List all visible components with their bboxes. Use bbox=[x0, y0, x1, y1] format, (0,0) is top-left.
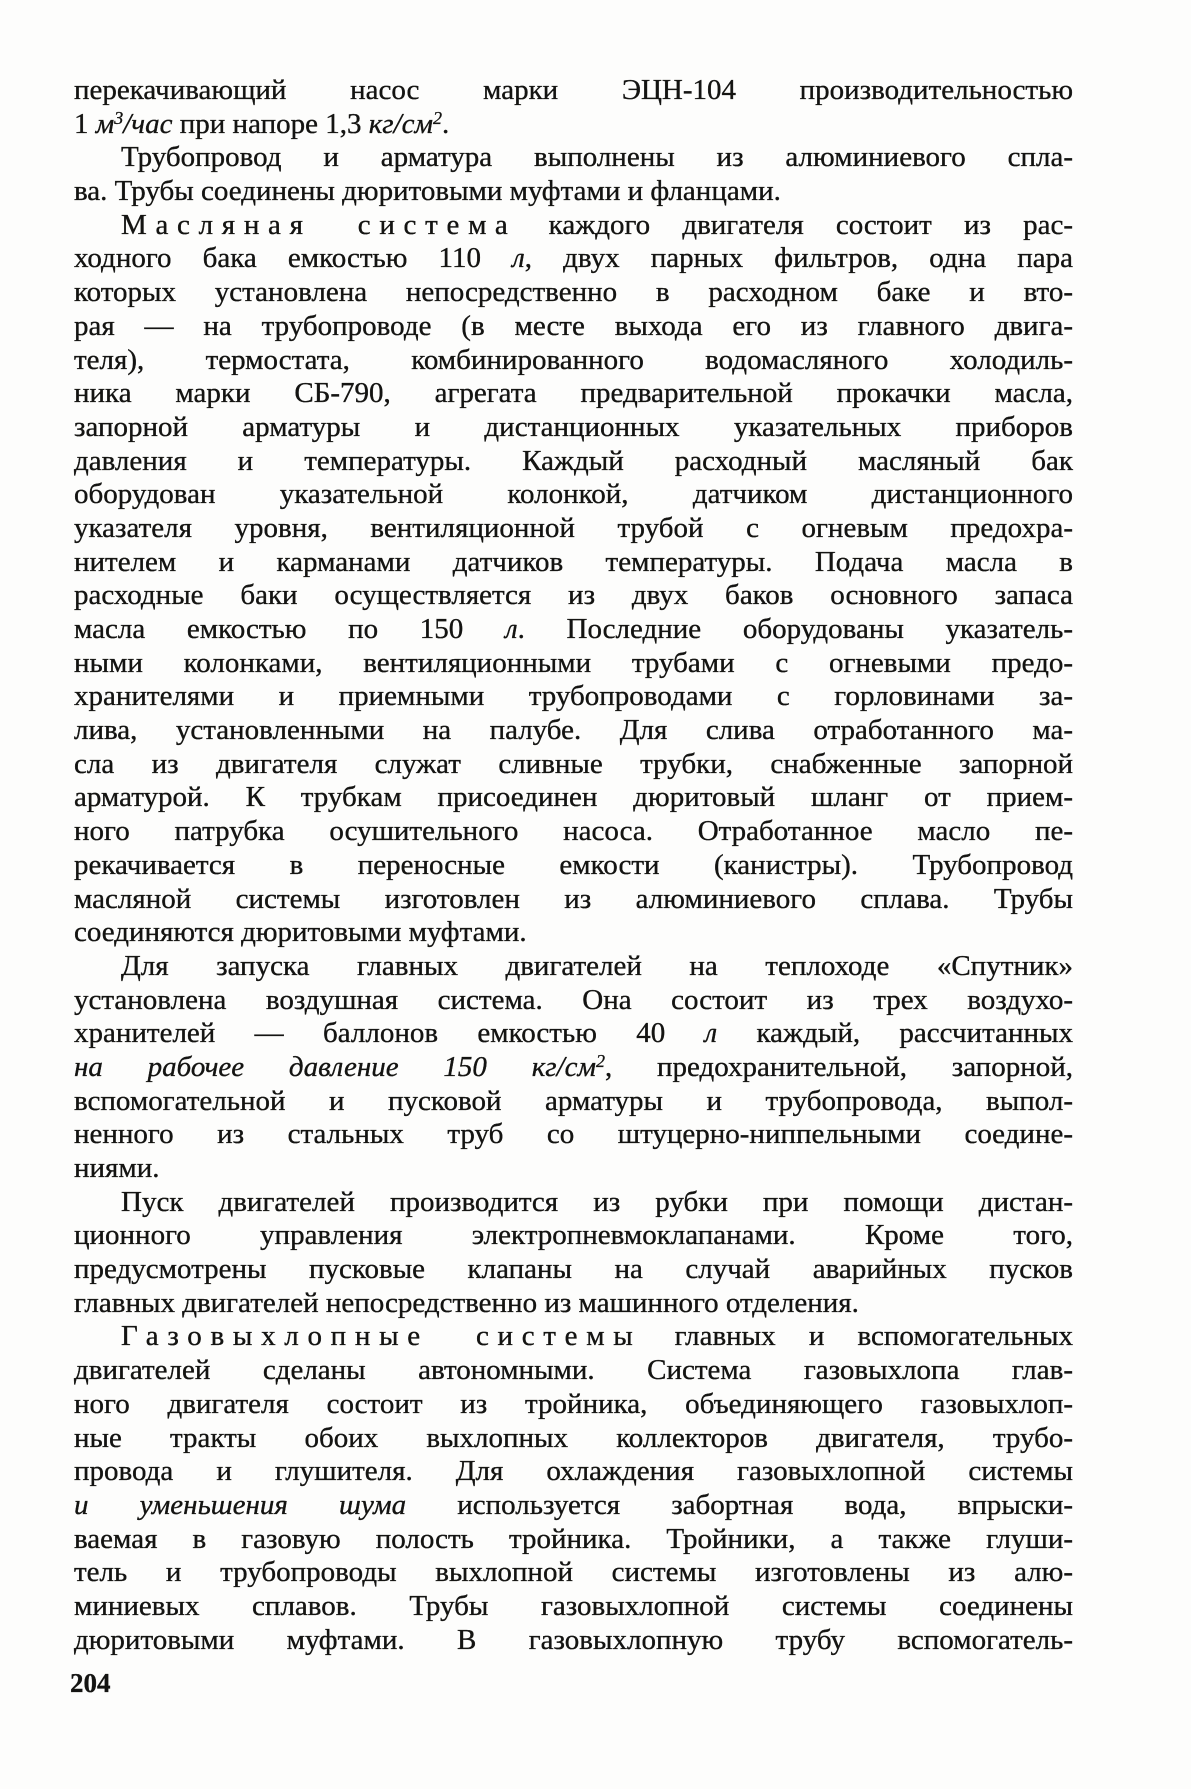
text-line: перекачивающий насос марки ЭЦН-104 производительностью bbox=[74, 74, 1073, 106]
text-line: ного двигателя состоит из тройника, объединяющего газовыхлоп- bbox=[74, 1387, 1073, 1420]
text-line: ниями. bbox=[74, 1152, 160, 1184]
text-line: ными колонками, вентиляционными трубами с огневыми предо- bbox=[74, 646, 1073, 679]
text-line: ненного из стальных труб со штуцерно-ниппельными соедине- bbox=[74, 1118, 1073, 1151]
text-line: ходного бака емкостью 110 л, двух парных фильтров, одна пара bbox=[74, 242, 1073, 275]
text-line: главных двигателей непосредственно из машинного отделения. bbox=[74, 1286, 859, 1319]
text-line: рая — на трубопроводе (в месте выхода его из главного двига- bbox=[74, 309, 1073, 342]
text-line: предусмотрены пусковые клапаны на случай аварийных пусков bbox=[74, 1253, 1073, 1286]
text-line: давления и температуры. Каждый расходный масляный бак bbox=[74, 444, 1073, 477]
text-line: соединяются дюритовыми муфтами. bbox=[74, 916, 527, 949]
text-line: миниевых сплавов. Трубы газовыхлопной системы соединены bbox=[74, 1589, 1073, 1622]
text-line: рекачивается в переносные емкости (канистры). Трубопровод bbox=[74, 848, 1073, 881]
text-line: тель и трубопроводы выхлопной системы изготовлены из алю- bbox=[74, 1556, 1073, 1589]
text-line: дюритовыми муфтами. В газовыхлопную трубу вспомогатель- bbox=[74, 1623, 1073, 1656]
text-line: ные тракты обоих выхлопных коллекторов двигателя, трубо- bbox=[74, 1421, 1073, 1454]
text-line: двигателей сделаны автономными. Система газовыхлопа глав- bbox=[74, 1354, 1073, 1387]
text-line: ваемая в газовую полость тройника. Тройники, а также глуши- bbox=[74, 1522, 1073, 1555]
text-line: которых установлена непосредственно в расходном баке и вто- bbox=[74, 276, 1073, 309]
text-line: масляной системы изготовлен из алюминиевого сплава. Трубы bbox=[74, 882, 1073, 915]
text-line: лива, установленными на палубе. Для слива отработанного ма- bbox=[74, 714, 1073, 747]
text-line: ника марки СБ-790, агрегата предварительной прокачки масла, bbox=[74, 377, 1073, 410]
text-line: теля), термостата, комбинированного водомасляного холодиль- bbox=[74, 343, 1073, 376]
text-line: оборудован указательной колонкой, датчиком дистанционного bbox=[74, 478, 1073, 511]
text-line: масла емкостью по 150 л. Последние оборудованы указатель- bbox=[74, 613, 1073, 645]
text-line: Пуск двигателей производится из рубки при помощи дистан- bbox=[121, 1185, 1073, 1218]
text-line: Масляная система каждого двигателя состоит из рас- bbox=[121, 208, 1073, 241]
text-line: расходные баки осуществляется из двух баков основного запаса bbox=[74, 579, 1073, 612]
text-line: Трубопровод и арматура выполнены из алюминиевого спла- bbox=[121, 141, 1073, 174]
text-line: ного патрубка осушительного насоса. Отработанное масло пе- bbox=[74, 815, 1073, 848]
text-line: сла из двигателя служат сливные трубки, снабженные запорной bbox=[74, 747, 1073, 780]
text-line: Для запуска главных двигателей на теплоходе «Спутник» bbox=[121, 949, 1073, 982]
text-line: ционного управления электропневмоклапанами. Кроме того, bbox=[74, 1219, 1073, 1252]
text-line: арматурой. К трубкам присоединен дюритовый шланг от прием- bbox=[74, 781, 1073, 814]
text-line: и уменьшения шума используется забортная вода, впрыски- bbox=[74, 1488, 1073, 1521]
text-line: ва. Трубы соединены дюритовыми муфтами и фланцами. bbox=[74, 175, 781, 208]
text-line: хранителей — баллонов емкостью 40 л каждый, рассчитанных bbox=[74, 1017, 1073, 1050]
text-line: провода и глушителя. Для охлаждения газовыхлопной системы bbox=[74, 1455, 1073, 1488]
text-line: 1 $м^3$/час при напоре 1,3 $кг/см^2$. bbox=[74, 107, 450, 140]
text-line: на рабочее давление 150 $кг/см^2$, предохранительной, запорной, bbox=[74, 1050, 1073, 1083]
text-line: указателя уровня, вентиляционной трубой с огневым предохра- bbox=[74, 511, 1073, 544]
text-line: запорной арматуры и дистанционных указательных приборов bbox=[74, 410, 1073, 443]
text-line: нителем и карманами датчиков температуры. Подача масла в bbox=[74, 545, 1073, 578]
text-line: хранителями и приемными трубопроводами с горловинами за- bbox=[74, 680, 1073, 713]
page-number: 204 bbox=[70, 1668, 111, 1698]
text-line: Газовыхлопные системы главных и вспомогательных bbox=[121, 1320, 1073, 1353]
text-line: вспомогательной и пусковой арматуры и трубопровода, выпол- bbox=[74, 1084, 1073, 1117]
text-line: установлена воздушная система. Она состоит из трех воздухо- bbox=[74, 983, 1073, 1016]
page-text bbox=[74, 74, 1073, 1657]
